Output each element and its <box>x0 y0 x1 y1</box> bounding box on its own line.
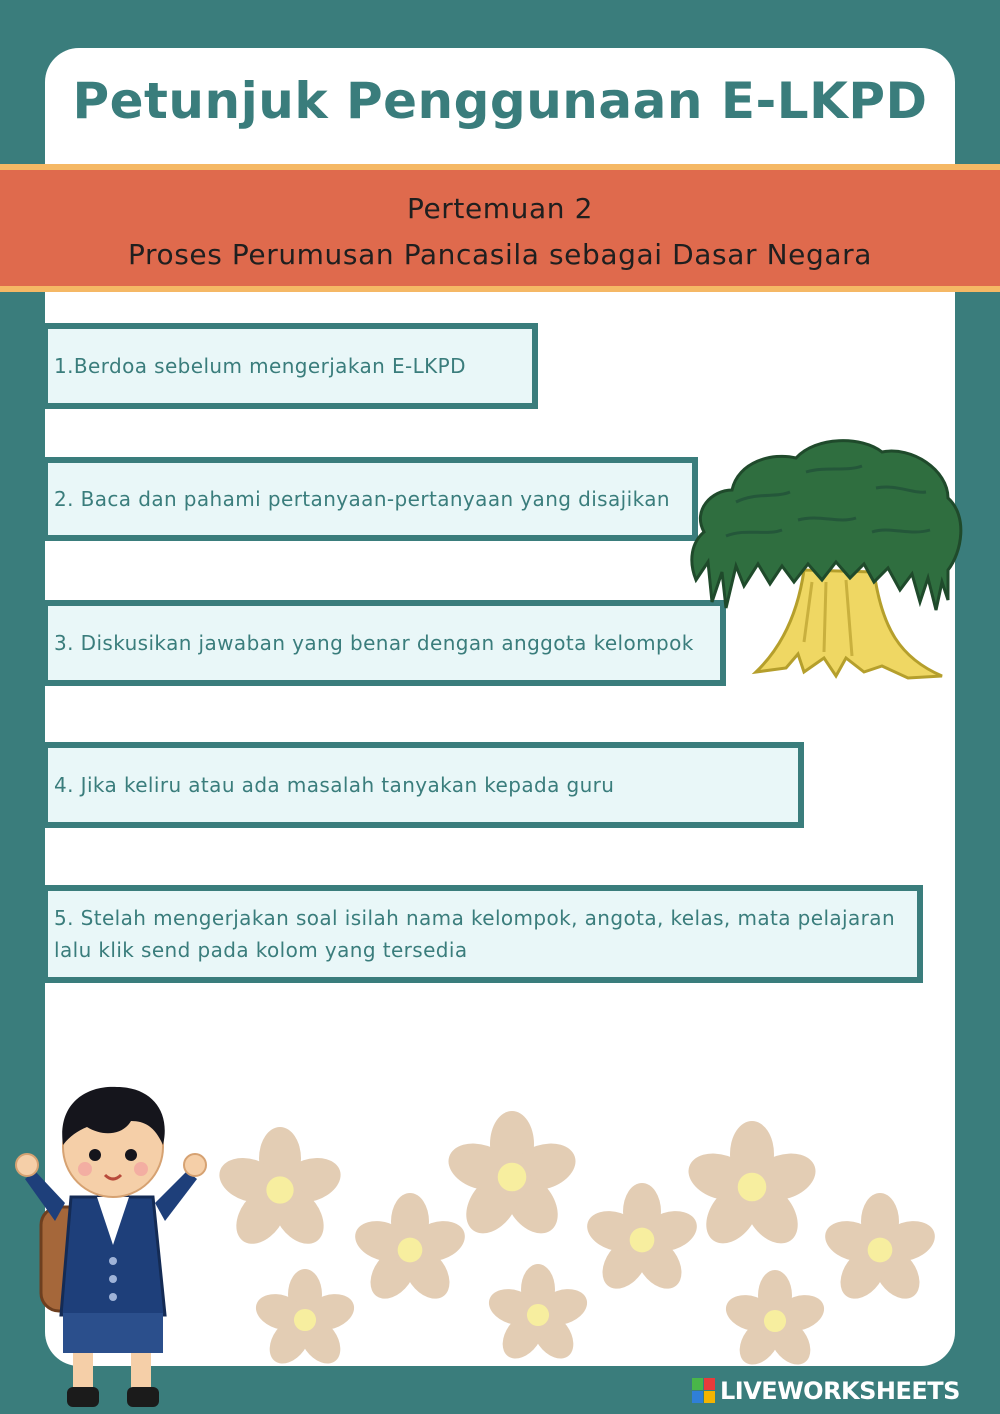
meeting-topic: Proses Perumusan Pancasila sebagai Dasar Negara <box>127 238 872 271</box>
liveworksheets-brand[interactable] <box>692 1374 960 1408</box>
liveworksheets-logo-icon <box>692 1378 716 1404</box>
step-2-text: 2. Baca dan pahami pertanyaan-pertanyaan yang disajikan <box>54 487 670 511</box>
flower-icon <box>214 1127 347 1253</box>
step-1-text: 1.Berdoa sebelum mengerjakan E-LKPD <box>54 354 466 378</box>
flower-icon <box>442 1111 581 1243</box>
page-title: Petunjuk Penggunaan E-LKPD <box>72 72 928 130</box>
meeting-number: Pertemuan 2 <box>406 192 594 225</box>
banyan-tree-icon <box>686 432 966 684</box>
meeting-banner <box>0 164 1000 292</box>
flower-icon <box>582 1183 702 1297</box>
flower-icon <box>721 1270 829 1372</box>
step-5 <box>42 885 923 983</box>
schoolboy-illustration <box>5 1075 220 1414</box>
step-3 <box>42 600 726 686</box>
step-2 <box>42 457 698 541</box>
flower-icon <box>682 1121 821 1253</box>
step-1 <box>42 323 538 409</box>
step-4-text: 4. Jika keliru atau ada masalah tanyakan kepada guru <box>54 773 615 797</box>
flower-icon <box>484 1264 592 1366</box>
flower-icon <box>350 1193 470 1307</box>
brand-name: LIVEWORKSHEETS <box>720 1377 960 1405</box>
step-4 <box>42 742 804 828</box>
flower-icon <box>251 1269 359 1371</box>
flower-icon <box>820 1193 940 1307</box>
step-3-text: 3. Diskusikan jawaban yang benar dengan anggota kelompok <box>54 631 694 655</box>
flower-decoration <box>200 1105 950 1375</box>
step-5-text: 5. Stelah mengerjakan soal isilah nama kelompok, angota, kelas, mata pelajaran lalu klik send pada kolom yang tersedia <box>54 906 896 962</box>
